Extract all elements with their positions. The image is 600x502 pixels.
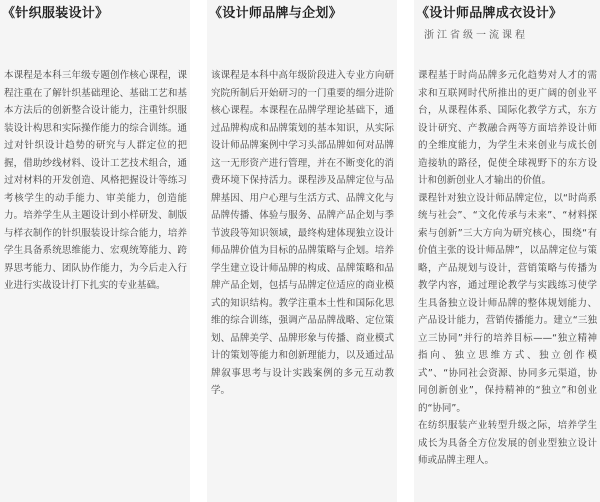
course-title: 《针织服装设计》	[2, 6, 109, 21]
course-column-brand-ready-to-wear	[414, 0, 600, 502]
course-column-brand-planning	[207, 0, 397, 502]
course-description	[4, 67, 187, 295]
course-description	[211, 67, 394, 400]
description-paragraph: 本课程是本科三年级专题创作核心课程，课程注重在了解针织基础理论、基础工艺和基本方法后的创新整合设计能力，注重针织服装设计构思和实际操作能力的综合训练。通过对针织设计趋势的研究与人群定位的把握，借助纱线材料、设计工艺技术组合，通过对材料的开发创造、风格把握设计等练习考核学生的动手能力、审美能力，创造能力。培养学生从主题设计到小样研发、制版与样衣制作的针织服装设计综合能力，培养学生具备系统思维能力、宏观统筹能力、跨界思考能力、团队协作能力，为今后走入行业进行实战设计打下扎实的专业基础。	[4, 70, 187, 291]
course-title: 《设计师品牌成衣设计》	[416, 6, 563, 21]
course-description	[418, 67, 597, 470]
course-column-knitwear	[0, 0, 190, 502]
description-paragraph: 在纺织服装产业转型升级之际，培养学生成长为具备全方位发展的创业型独立设计师或品牌主理人。	[418, 420, 597, 466]
description-paragraph: 该课程是本科中高年级阶段进入专业方向研究院所制后开始研习的一门重要的细分进阶核心课程。本课程在品牌学理论基础下，通过品牌构成和品牌策划的基本知识，从实际设计师品牌案例中学习头部品牌如何对品牌这一无形资产进行管理，并在不断变化的消费环境下保持活力。课程涉及品牌定位与品牌基因、用户心理与生活方式、品牌文化与品牌传播、体验与服务、品牌产品企划与季节波段等知识领域，最终构建体现独立设计师品牌价值为目标的品牌策略与企划。培养学生建立设计师品牌的构成、品牌策略和品牌产品企划，包括与品牌定位适应的商业模式的知识结构。教学注重本土性和国际化思维的综合训练，强调产品品牌战略、定位策划、品牌美学、品牌形象与传播、商业模式计的策划等能力和创新理能力，以及通过品牌叙事思考与设计实践案例的多元互动教学。	[211, 70, 394, 396]
course-title: 《设计师品牌与企划》	[209, 6, 343, 21]
description-paragraph: 课程针对独立设计师品牌定位，以“时尚系统与社会”、“文化传承与未来”、“材料探索与创新”三大方向为研究核心，围绕“有价值主张的设计师品牌”，以品牌定位与策略，产品规划与设计，营销策略与传播为教学内容，通过理论教学与实践练习使学生具备独立设计师品牌的整体规划能力、产品设计能力，营销传播能力。建立“三独立三协同”并行的培养目标——“独立精神指向、独立思维方式、独立创作模式”、“协同社会资源、协同多元渠道，协同创新创业”，保持精神的“独立”和创业的“协同”。	[418, 192, 597, 414]
course-award-label: 浙江省级一流课程	[424, 30, 528, 41]
description-paragraph: 课程基于时尚品牌多元化趋势对人才的需求和互联网时代所推出的更广阔的创业平台，从课程体系、国际化教学方式，东方设计研究、产教融合两等方面培养设计师的全维度能力，为学生未来创业与成长创造接轨的路径，促使全球视野下的东方设计和创新创业人才输出的价值。	[418, 70, 597, 186]
